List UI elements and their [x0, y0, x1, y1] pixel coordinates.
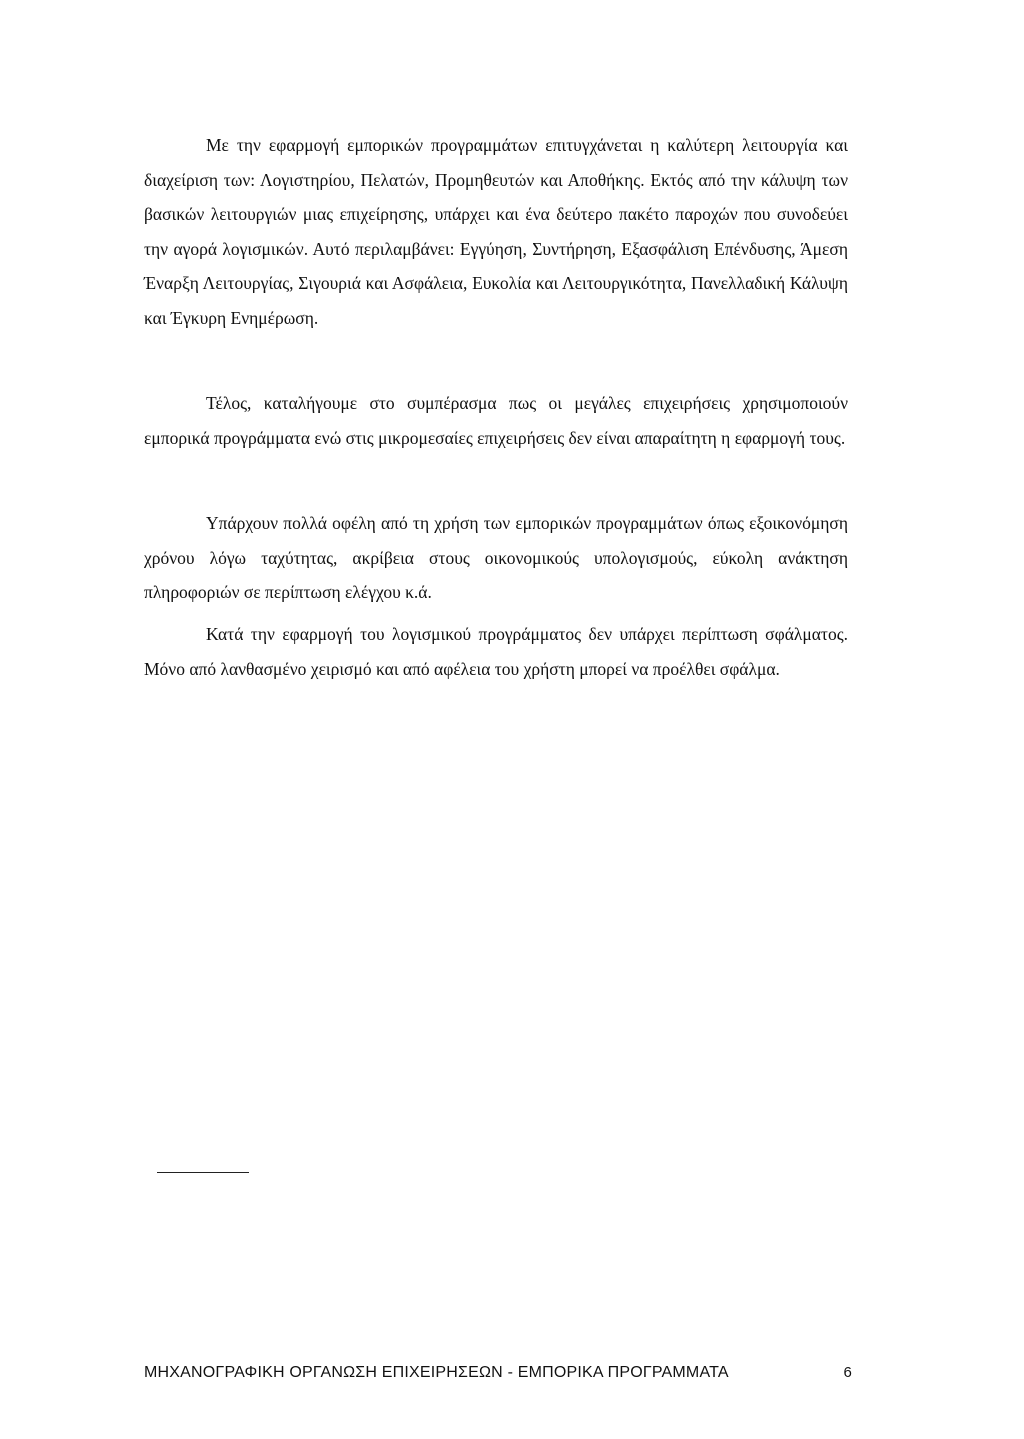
footer-title: ΜΗΧΑΝΟΓΡΑΦΙΚΗ ΟΡΓΑΝΩΣΗ ΕΠΙΧΕΙΡΗΣΕΩΝ - ΕΜΠΟΡΙΚΑ ΠΡΟΓΡΑΜΜΑΤΑ	[144, 1364, 729, 1381]
paragraph-text: Κατά την εφαρμογή του λογισμικού προγράμματος δεν υπάρχει περίπτωση σφάλματος. Μόνο από λανθασμένο χειρισμό και από αφέλεια του χρήστη μπορεί να προέλθει σφάλμα.	[144, 624, 848, 679]
paragraph-errors	[144, 617, 848, 686]
paragraph-conclusion	[144, 386, 848, 455]
paragraph-text: Υπάρχουν πολλά οφέλη από τη χρήση των εμπορικών προγραμμάτων όπως εξοικονόμηση χρόνου λόγω ταχύτητας, ακρίβεια στους οικονομικούς υπολογισμούς, εύκολη ανάκτηση πληροφοριών σε περίπτωση ελέγχου κ.ά.	[144, 513, 848, 602]
paragraph-advantages	[144, 506, 848, 610]
paragraph-commercial-software-benefits	[144, 128, 848, 335]
paragraph-text: Τέλος, καταλήγουμε στο συμπέρασμα πως οι μεγάλες επιχειρήσεις χρησιμοποιούν εμπορικά προγράμματα ενώ στις μικρομεσαίες επιχειρήσεις δεν είναι απαραίτητη η εφαρμογή τους.	[144, 393, 848, 448]
page-footer	[144, 1364, 852, 1388]
footnote-separator-line	[157, 1172, 249, 1173]
paragraph-text: Με την εφαρμογή εμπορικών προγραμμάτων επιτυγχάνεται η καλύτερη λειτουργία και διαχείριση των: Λογιστηρίου, Πελατών, Προμηθευτών και Αποθήκης. Εκτός από την κάλυψη των βασικών λειτουργιών μιας επιχείρησης, υπάρχει και ένα δεύτερο πακέτο παροχών που συνοδεύει την αγορά λογισμικών. Αυτό περιλαμβάνει: Εγγύηση, Συντήρηση, Εξασφάλιση Επένδυσης, Άμεση Έναρξη Λειτουργίας, Σιγουριά και Ασφάλεια, Ευκολία και Λειτουργικότητα, Πανελλαδική Κάλυψη και Έγκυρη Ενημέρωση.	[144, 135, 848, 328]
page-number: 6	[843, 1364, 852, 1381]
